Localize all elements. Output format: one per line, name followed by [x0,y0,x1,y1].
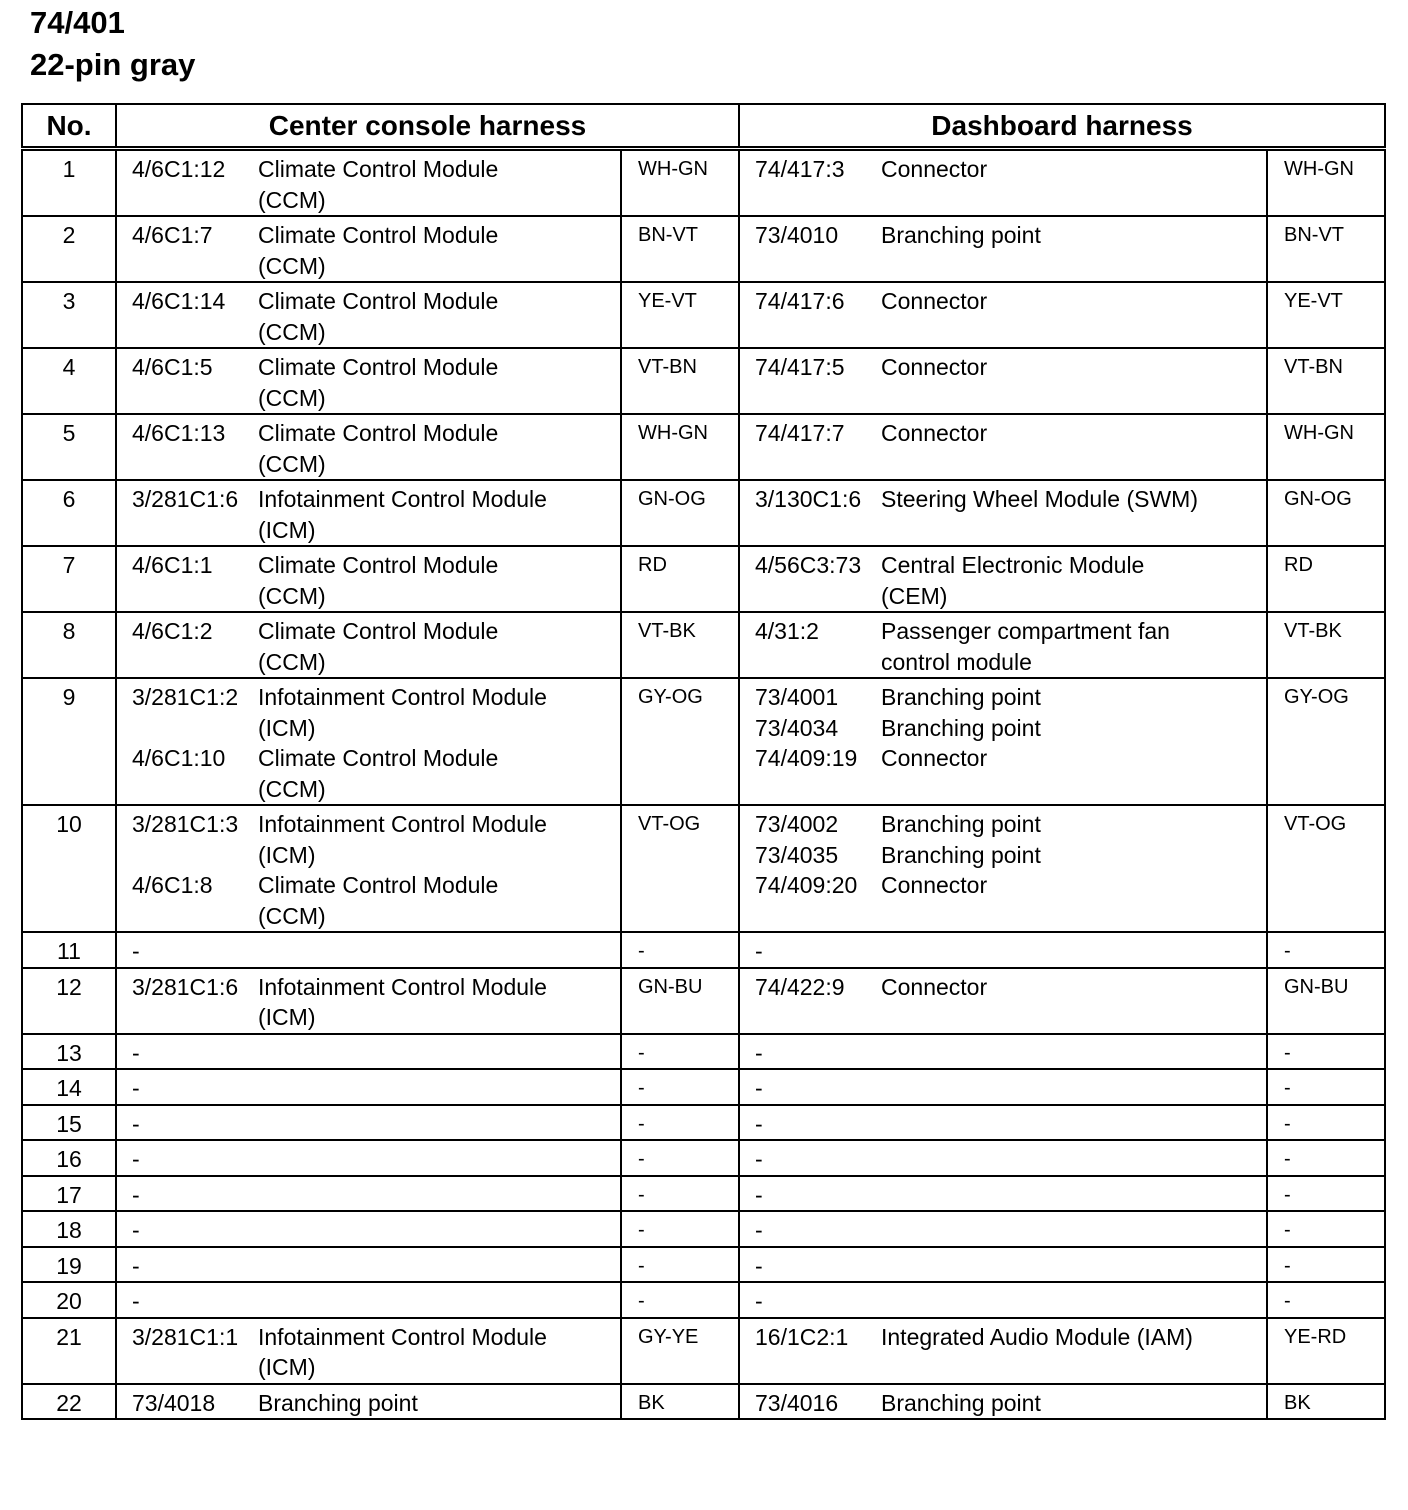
dashboard-wire-color: - [1267,1282,1385,1318]
dashboard-description-cell [881,216,1267,282]
center-console-description-cell [258,1318,621,1384]
table-row [22,1034,1385,1070]
dashboard-code-cell [739,1176,881,1212]
center-console-description: (CCM) [258,384,326,411]
dashboard-wire-color: - [1267,1034,1385,1070]
center-console-code-cell [116,1282,258,1318]
dashboard-description-cell [881,1140,1267,1176]
dashboard-wire-color: - [1267,1105,1385,1141]
center-console-description: Infotainment Control Module [258,684,547,710]
dashboard-description: Connector [881,288,988,314]
dashboard-description-cell [881,348,1267,414]
dashboard-wire-color: VT-BN [1267,348,1385,414]
table-row [22,1384,1385,1420]
center-console-description: (ICM) [258,516,316,543]
dashboard-code-cell [739,1034,881,1070]
center-console-description: Infotainment Control Module [258,811,547,837]
dashboard-terminal-code: - [755,1181,763,1208]
center-console-terminal-code: 4/6C1:2 [132,618,213,644]
center-console-code-cell [116,1105,258,1141]
dashboard-wire-color: GN-BU [1267,968,1385,1034]
center-console-wire-color: YE-VT [621,282,739,348]
center-console-wire-color: - [621,1282,739,1318]
center-console-description-cell [258,1140,621,1176]
dashboard-wire-color: GY-OG [1267,678,1385,805]
center-console-description-cell [258,1384,621,1420]
center-console-code-cell [116,348,258,414]
dashboard-description-cell [881,1176,1267,1212]
dashboard-description: Branching point [881,841,1041,868]
center-console-terminal-code: 3/281C1:6 [132,973,239,1000]
center-console-wire-color: - [621,1034,739,1070]
dashboard-description-cell [881,1384,1267,1420]
dashboard-description-cell [881,480,1267,546]
center-console-wire-color: VT-OG [621,805,739,932]
center-console-description-cell [258,149,621,217]
dashboard-terminal-code: - [755,1252,763,1279]
center-console-description: Climate Control Module [258,420,499,446]
table-row [22,480,1385,546]
center-console-terminal-code: 4/6C1:12 [132,156,226,182]
center-console-code-cell [116,480,258,546]
center-console-terminal-code: 73/4018 [132,1389,216,1416]
dashboard-description: Branching point [881,811,1041,837]
dashboard-wire-color: WH-GN [1267,414,1385,480]
table-row [22,1318,1385,1384]
header-row [22,104,1385,149]
center-console-wire-color: BK [621,1384,739,1420]
connector-description: 22-pin gray [30,47,196,82]
dashboard-description: Branching point [881,222,1041,248]
dashboard-wire-color: VT-BK [1267,612,1385,678]
dashboard-description: Branching point [881,714,1041,741]
dashboard-wire-color: - [1267,932,1385,968]
dashboard-code-cell [739,414,881,480]
center-console-description: Climate Control Module [258,745,499,771]
dashboard-code-cell [739,1211,881,1247]
dashboard-code-cell [739,1384,881,1420]
table-row [22,1105,1385,1141]
center-console-description: (ICM) [258,841,316,868]
center-console-description-cell [258,414,621,480]
dashboard-terminal-code: - [755,1288,763,1314]
dashboard-code-cell [739,1318,881,1384]
center-console-code-cell [116,149,258,217]
center-console-description: (CCM) [258,450,326,477]
pin-number: 5 [22,414,116,480]
center-console-description: Branching point [258,1389,418,1416]
dashboard-description-cell [881,932,1267,968]
dashboard-terminal-code: 74/417:3 [755,156,845,182]
dashboard-description-cell [881,612,1267,678]
dashboard-code-cell [739,678,881,805]
dashboard-description-cell [881,1282,1267,1318]
center-console-wire-color: WH-GN [621,414,739,480]
dashboard-code-cell [739,480,881,546]
center-console-wire-color: GN-BU [621,968,739,1034]
header-dashboard-harness: Dashboard harness [739,104,1385,149]
center-console-code-cell [116,414,258,480]
center-console-code-cell [116,932,258,968]
dashboard-code-cell [739,348,881,414]
pin-number: 20 [22,1282,116,1318]
center-console-code-cell [116,805,258,932]
pin-number: 1 [22,149,116,217]
dashboard-terminal-code: 74/417:6 [755,288,845,314]
table-row [22,968,1385,1034]
dashboard-terminal-code: 74/422:9 [755,973,845,1000]
dashboard-code-cell [739,805,881,932]
dashboard-description-cell [881,1069,1267,1105]
dashboard-terminal-code: 73/4016 [755,1389,839,1416]
table-row [22,1176,1385,1212]
table-row [22,546,1385,612]
table-row [22,1211,1385,1247]
center-console-code-cell [116,1069,258,1105]
table-row [22,612,1385,678]
dashboard-description: Integrated Audio Module (IAM) [881,1323,1193,1350]
center-console-description: (CCM) [258,648,326,675]
dashboard-description-cell [881,414,1267,480]
dashboard-wire-color: YE-VT [1267,282,1385,348]
dashboard-wire-color: - [1267,1176,1385,1212]
dashboard-wire-color: - [1267,1211,1385,1247]
dashboard-terminal-code: 4/31:2 [755,618,819,644]
center-console-description: (ICM) [258,1354,316,1380]
center-console-description-cell [258,612,621,678]
center-console-description: Infotainment Control Module [258,1323,547,1350]
center-console-wire-color: RD [621,546,739,612]
center-console-wire-color: GY-YE [621,1318,739,1384]
dashboard-code-cell [739,1247,881,1283]
dashboard-description: Connector [881,973,988,1000]
dashboard-terminal-code: 74/417:5 [755,354,845,380]
pin-number: 7 [22,546,116,612]
table-row [22,678,1385,805]
center-console-description-cell [258,282,621,348]
center-console-description: Climate Control Module [258,354,499,380]
dashboard-terminal-code: - [755,1146,763,1172]
center-console-terminal-code: - [132,938,140,964]
center-console-wire-color: - [621,1105,739,1141]
center-console-description-cell [258,805,621,932]
table-row [22,216,1385,282]
dashboard-description: control module [881,648,1032,675]
header-center-console-harness: Center console harness [116,104,739,149]
center-console-terminal-code: - [132,1039,140,1066]
dashboard-code-cell [739,932,881,968]
center-console-wire-color: BN-VT [621,216,739,282]
dashboard-description-cell [881,546,1267,612]
table-row [22,1140,1385,1176]
dashboard-description-cell [881,1105,1267,1141]
pin-number: 18 [22,1211,116,1247]
dashboard-terminal-code: - [755,938,763,964]
dashboard-description: Connector [881,745,988,771]
pin-number: 9 [22,678,116,805]
center-console-description-cell [258,1211,621,1247]
center-console-description: Infotainment Control Module [258,973,547,1000]
center-console-terminal-code: 3/281C1:2 [132,684,239,710]
center-console-code-cell [116,282,258,348]
dashboard-code-cell [739,216,881,282]
center-console-code-cell [116,1140,258,1176]
dashboard-description-cell [881,282,1267,348]
center-console-wire-color: - [621,1247,739,1283]
dashboard-wire-color: BK [1267,1384,1385,1420]
center-console-terminal-code: - [132,1217,140,1243]
center-console-description: Infotainment Control Module [258,486,547,512]
center-console-code-cell [116,1247,258,1283]
dashboard-wire-color: WH-GN [1267,149,1385,217]
table-row [22,1282,1385,1318]
center-console-code-cell [116,1318,258,1384]
pin-number: 13 [22,1034,116,1070]
center-console-description: (ICM) [258,1004,316,1030]
center-console-description: (CCM) [258,252,326,279]
dashboard-wire-color: - [1267,1247,1385,1283]
dashboard-terminal-code: - [755,1217,763,1243]
pin-number: 15 [22,1105,116,1141]
center-console-description: (CCM) [258,318,326,345]
center-console-terminal-code: - [132,1110,140,1137]
center-console-code-cell [116,1384,258,1420]
center-console-wire-color: - [621,1140,739,1176]
table-row [22,805,1385,932]
dashboard-terminal-code: 73/4001 [755,684,839,710]
dashboard-wire-color: - [1267,1069,1385,1105]
center-console-terminal-code: 4/6C1:13 [132,420,226,446]
center-console-description: (CCM) [258,775,326,802]
center-console-description-cell [258,1247,621,1283]
pin-number: 6 [22,480,116,546]
center-console-description: (ICM) [258,714,316,741]
dashboard-code-cell [739,546,881,612]
dashboard-code-cell [739,149,881,217]
center-console-description-cell [258,678,621,805]
dashboard-code-cell [739,1282,881,1318]
dashboard-description-cell [881,149,1267,217]
pin-number: 17 [22,1176,116,1212]
center-console-description: Climate Control Module [258,156,499,182]
connector-id: 74/401 [30,5,125,40]
dashboard-terminal-code: 74/409:19 [755,745,858,771]
center-console-description-cell [258,216,621,282]
dashboard-wire-color: BN-VT [1267,216,1385,282]
dashboard-wire-color: GN-OG [1267,480,1385,546]
center-console-terminal-code: - [132,1288,140,1314]
pin-number: 12 [22,968,116,1034]
center-console-wire-color: GY-OG [621,678,739,805]
center-console-terminal-code: - [132,1075,140,1101]
center-console-terminal-code: 3/281C1:3 [132,811,239,837]
center-console-wire-color: - [621,1176,739,1212]
dashboard-description: Connector [881,872,988,898]
dashboard-code-cell [739,968,881,1034]
pin-number: 22 [22,1384,116,1420]
dashboard-code-cell [739,1069,881,1105]
center-console-description-cell [258,1176,621,1212]
table-row [22,282,1385,348]
dashboard-description-cell [881,968,1267,1034]
pin-number: 16 [22,1140,116,1176]
dashboard-wire-color: YE-RD [1267,1318,1385,1384]
pin-number: 11 [22,932,116,968]
dashboard-terminal-code: - [755,1110,763,1137]
center-console-description: Climate Control Module [258,552,499,578]
center-console-code-cell [116,216,258,282]
dashboard-description: Passenger compartment fan [881,618,1170,644]
dashboard-description-cell [881,1247,1267,1283]
center-console-terminal-code: 4/6C1:8 [132,872,213,898]
center-console-wire-color: GN-OG [621,480,739,546]
table-row [22,1247,1385,1283]
center-console-description-cell [258,932,621,968]
pin-number: 19 [22,1247,116,1283]
center-console-description-cell [258,1282,621,1318]
center-console-description: Climate Control Module [258,222,499,248]
center-console-terminal-code: 4/6C1:5 [132,354,213,380]
header-no: No. [22,104,116,149]
dashboard-description: Branching point [881,1389,1041,1416]
dashboard-description: Steering Wheel Module (SWM) [881,486,1198,512]
center-console-wire-color: WH-GN [621,149,739,217]
dashboard-terminal-code: 16/1C2:1 [755,1323,849,1350]
center-console-description: Climate Control Module [258,288,499,314]
dashboard-description: Connector [881,156,988,182]
dashboard-terminal-code: 3/130C1:6 [755,486,862,512]
center-console-wire-color: VT-BN [621,348,739,414]
center-console-code-cell [116,1211,258,1247]
center-console-description-cell [258,546,621,612]
center-console-description: (CCM) [258,186,326,213]
center-console-code-cell [116,546,258,612]
center-console-description: Climate Control Module [258,618,499,644]
dashboard-code-cell [739,612,881,678]
pinout-table [21,103,1386,1420]
center-console-description-cell [258,348,621,414]
center-console-description: Climate Control Module [258,872,499,898]
pin-number: 8 [22,612,116,678]
dashboard-description: Connector [881,420,988,446]
center-console-description: (CCM) [258,902,326,929]
center-console-code-cell [116,1034,258,1070]
dashboard-description-cell [881,805,1267,932]
center-console-terminal-code: 4/6C1:1 [132,552,213,578]
center-console-terminal-code: 4/6C1:14 [132,288,226,314]
pin-number: 3 [22,282,116,348]
dashboard-wire-color: - [1267,1140,1385,1176]
center-console-code-cell [116,968,258,1034]
center-console-code-cell [116,678,258,805]
pin-number: 21 [22,1318,116,1384]
table-row [22,348,1385,414]
center-console-description: (CCM) [258,582,326,609]
dashboard-terminal-code: 4/56C3:73 [755,552,862,578]
dashboard-code-cell [739,1140,881,1176]
pinout-rows [22,149,1385,1420]
dashboard-terminal-code: - [755,1075,763,1101]
dashboard-description: (CEM) [881,582,948,609]
table-row [22,149,1385,217]
center-console-description-cell [258,1034,621,1070]
center-console-terminal-code: 3/281C1:1 [132,1323,239,1350]
table-row [22,414,1385,480]
dashboard-terminal-code: 73/4010 [755,222,839,248]
table-row [22,932,1385,968]
dashboard-terminal-code: 73/4034 [755,714,839,741]
pin-number: 10 [22,805,116,932]
dashboard-terminal-code: 73/4035 [755,841,839,868]
center-console-code-cell [116,612,258,678]
center-console-terminal-code: - [132,1181,140,1208]
center-console-description-cell [258,480,621,546]
center-console-wire-color: - [621,932,739,968]
center-console-description-cell [258,1105,621,1141]
dashboard-description: Branching point [881,684,1041,710]
dashboard-terminal-code: 74/409:20 [755,872,858,898]
center-console-terminal-code: 4/6C1:7 [132,222,213,248]
dashboard-description-cell [881,1211,1267,1247]
dashboard-terminal-code: - [755,1039,763,1066]
table-row [22,1069,1385,1105]
dashboard-description-cell [881,678,1267,805]
dashboard-terminal-code: 73/4002 [755,811,839,837]
dashboard-terminal-code: 74/417:7 [755,420,845,446]
center-console-terminal-code: - [132,1146,140,1172]
dashboard-description-cell [881,1318,1267,1384]
center-console-terminal-code: 4/6C1:10 [132,745,226,771]
dashboard-wire-color: VT-OG [1267,805,1385,932]
center-console-wire-color: - [621,1069,739,1105]
center-console-terminal-code: 3/281C1:6 [132,486,239,512]
center-console-wire-color: - [621,1211,739,1247]
dashboard-code-cell [739,282,881,348]
dashboard-code-cell [739,1105,881,1141]
center-console-code-cell [116,1176,258,1212]
pin-number: 4 [22,348,116,414]
pin-number: 14 [22,1069,116,1105]
pin-number: 2 [22,216,116,282]
center-console-terminal-code: - [132,1252,140,1279]
center-console-description-cell [258,968,621,1034]
dashboard-description-cell [881,1034,1267,1070]
center-console-wire-color: VT-BK [621,612,739,678]
dashboard-description: Central Electronic Module [881,552,1145,578]
center-console-description-cell [258,1069,621,1105]
dashboard-description: Connector [881,354,988,380]
dashboard-wire-color: RD [1267,546,1385,612]
